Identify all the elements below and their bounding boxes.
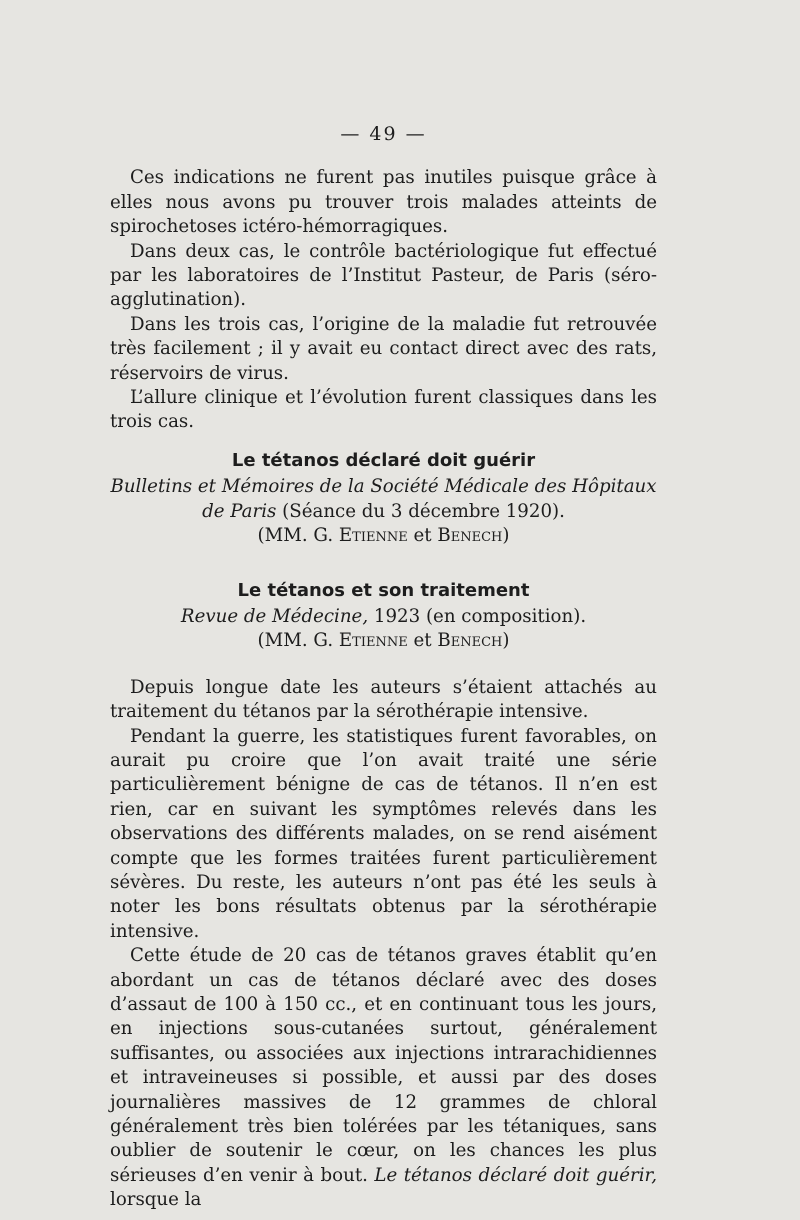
article-title: Le tétanos déclaré doit guérir — [231, 449, 536, 471]
page-number: — 49 — — [340, 123, 427, 145]
paragraph: Dans les trois cas, l’origine de la maladie fut retrouvée très facilement ; il y avait eu contact direct avec des rats, réservoirs de virus. — [110, 313, 657, 384]
paragraph: Depuis longue date les auteurs s’étaient attachés au traitement du tétanos par la sérothérapie intensive. — [110, 676, 657, 723]
emphasized-text: Le tétanos déclaré doit guérir, — [374, 1164, 657, 1186]
article-reference — [110, 605, 657, 654]
journal-city: de Paris — [202, 500, 277, 522]
journal-line — [110, 500, 657, 524]
authors-prefix: (MM. G. — [257, 630, 339, 652]
authors-suffix: ) — [502, 525, 510, 547]
paragraph — [110, 944, 657, 1212]
journal-name: Revue de Médecine, — [180, 605, 369, 627]
authors-prefix: (MM. G. — [257, 525, 339, 547]
author-name: Benech — [437, 525, 503, 547]
paragraph: L’allure clinique et l’évolution furent classiques dans les trois cas. — [110, 387, 657, 433]
author-name: Benech — [437, 630, 503, 652]
journal-name: Bulletins et Mémoires de la Société Médicale des Hôpitaux — [110, 476, 657, 498]
paragraph-text: lorsque la — [110, 1189, 202, 1211]
authors-conjunction: et — [407, 630, 438, 652]
author-name: Etienne — [338, 525, 408, 547]
article-title: Le tétanos et son traitement — [237, 579, 530, 601]
author-name: Etienne — [338, 630, 408, 652]
journal-year: 1923 (en composition). — [368, 605, 587, 627]
paragraph: Ces indications ne furent pas inutiles puisque grâce à elles nous avons pu trouver trois malades atteints de spirochetoses ictéro-hémorragiques. — [110, 167, 657, 238]
authors-conjunction: et — [407, 525, 438, 547]
authors-line — [110, 524, 657, 548]
journal-line — [110, 475, 657, 499]
paragraph: Pendant la guerre, les statistiques furent favorables, on aurait pu croire que l’on avait traité une série particulièrement bénigne de cas de tétanos. Il n’en est rien, car en suivant les symptômes relevés dans les observations des différents malades, on se rend aisément compte que les formes traitées furent particulièrement sévères. Du reste, les auteurs n’ont pas été les seuls à noter les bons résultats obtenus par la sérothérapie intensive. — [110, 725, 657, 942]
session-date: (Séance du 3 décembre 1920). — [276, 500, 565, 522]
authors-line — [110, 629, 657, 653]
paragraph: Dans deux cas, le contrôle bactériologique fut effectué par les laboratoires de l’Institut Pasteur, de Paris (séro-agglutination). — [110, 240, 657, 311]
page-content — [110, 122, 657, 1213]
journal-line — [110, 605, 657, 629]
paragraph-text: Cette étude de 20 cas de tétanos graves établit qu’en abordant un cas de tétanos déclaré avec des doses d’assaut de 100 à 150 cc., et en continuant tous les jours, en injections sous-cutanées surtout, généralement suffisantes, ou associées aux injections intrarachidiennes et intraveineuses si possible, et aussi par des doses journalières massives de 12 grammes de chloral généralement très bien tolérées par les tétaniques, sans oublier de soutenir le cœur, on les chances les plus sérieuses d’en venir à bout. — [110, 945, 657, 1186]
authors-suffix: ) — [502, 630, 510, 652]
article-reference — [110, 475, 657, 548]
